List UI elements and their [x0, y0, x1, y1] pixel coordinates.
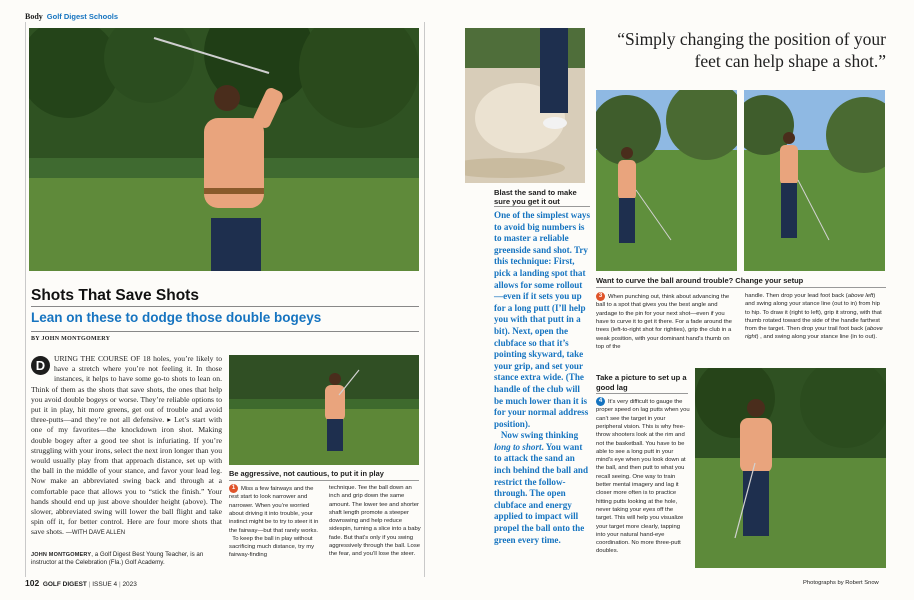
article-headline: Shots That Save Shots: [31, 287, 199, 304]
article-body: [31, 354, 222, 539]
sand-photo: [465, 28, 585, 183]
footer-folio: 102 GOLF DIGEST | ISSUE 4 | 2023: [25, 578, 137, 588]
tip3-col1: [596, 292, 739, 351]
tip3-col2-c: ) , and swing along your stance line (in to out).: [756, 334, 877, 341]
tip1-heading: Be aggressive, not cautious, to put it in play: [229, 469, 384, 478]
tip1-col2: [329, 484, 421, 559]
tip2-body2-emph: long to short: [494, 441, 542, 452]
bio-name: JOHN MONTGOMERY: [31, 552, 92, 558]
tip3-col2: [745, 292, 886, 342]
issue-label: ISSUE 4: [92, 581, 118, 588]
pull-quote: “Simply changing the position of your feet can help shape a shot.”: [617, 29, 886, 71]
tip4-body: [596, 397, 690, 556]
tip3-col2-b-emph: above right: [745, 326, 883, 341]
tip4-rule: [596, 393, 688, 394]
body-text: URING THE COURSE OF 18 holes, you’re likely to have a stretch where you’re not feeling it. In those instances, it helps to have some go-to shots to lean on. Think of them as the shots that save shots, the ones that help you avoid double bogeys or worse. They’re reliable options to put it in play, hit more greens, get out of trouble and avoid three-putts—and they’re not all defensive. ▸ Let’s start with one of my favorites—the knockdown iron shot. Making double bogey after a good tee shot is infuriating. If you’re struggling with your irons, select the next iron longer than you would usually play from that approach distance, set up with the ball in the middle of your stance, and favor your lead leg. Now make an abbreviated swing back and through at a comfortable pace that allows you to “stick the finish.” Your hands should end up just above shoulder height (above). The slower, abbreviated swing will lower the ball flight and take spin off it, for better control. Here are four more shots that save shots.: [31, 354, 222, 537]
folio-header: [25, 12, 118, 21]
tip1-col1-text: Miss a few fairways and the rest start to look narrower and narrower. When you’re worried about driving it into trouble, your instinct might be to try to steer it in the fairway—but that rarely works.: [229, 486, 319, 534]
tip2-body: [494, 210, 591, 546]
with-credit: —WITH DAVE ALLEN: [65, 530, 126, 537]
hero-photo: [29, 28, 419, 271]
page-number: 102: [25, 578, 40, 588]
tip3-heading: Want to curve the ball around trouble? Change your setup: [596, 276, 804, 285]
magazine-name: GOLF DIGEST: [42, 581, 87, 588]
tip2-rule: [494, 206, 590, 207]
tip4-photo: [695, 368, 886, 568]
tip3-col1-text: When punching out, think about advancing the ball to a spot that gives you the best angle and yardage to the pin for your next shot—even if you have to curve it to get it there. For a fade around the trees (left-to-right shot for righties), grip the club in a weak position, with your dominant hand’s thumb on top of the: [596, 294, 732, 350]
tip3-col2-a-emph: above left: [847, 293, 874, 299]
bio-text: , a Golf Digest Best Young Teacher, is an instructor at the Celebration (Fla.) Golf Academy.: [31, 551, 204, 567]
tip3-col2-a: handle. Then drop your lead foot back (: [745, 293, 848, 299]
tip3-rule: [596, 287, 886, 288]
tip3-number: 3: [596, 292, 605, 301]
tip1-number: 1: [229, 484, 238, 493]
dek-rule: [31, 331, 419, 332]
author-bio: [31, 551, 222, 568]
subsection-label: Golf Digest Schools: [46, 12, 119, 21]
tip2-body2-suffix: . You want to attack the sand an inch behind the ball and restrict the follow-through. The open clubface and energy applied to impact will propel the ball onto the green every time.: [494, 441, 589, 545]
tip2-body2-prefix: Now swing thinking: [500, 430, 579, 441]
headline-rule: [31, 306, 419, 307]
tip3-photo-right: [744, 90, 885, 271]
tip3-col2-b: ) and swing along your stance line (out to in) from hip to hip. To draw it (right to left), grip it strong, with that thumb rotated toward the side of the handle farthest from the target. Then drop your trail foot back (: [745, 293, 882, 333]
tip1-photo: [229, 355, 419, 465]
tip1-rule: [229, 480, 419, 481]
tip1-col2-text: technique. Tee the ball down an inch and grip down the same amount. The lower tee and shorter shaft length promote a steeper downswing and help reduce sidespin, turning a slice into a baby fade. But that’s only if you swing aggressively through the ball. Lose the fear, and you’ll lose the steer.: [329, 485, 421, 558]
dropcap: D: [31, 356, 50, 375]
tip1-col1b-text: To keep the ball in play without sacrificing much distance, try my fairway-finding: [229, 535, 315, 559]
tip1-col1: [229, 484, 321, 560]
tip4-heading: Take a picture to set up a good lag: [596, 373, 687, 392]
tip3-photo-left: [596, 90, 737, 271]
photo-credit: Photographs by Robert Snow: [803, 580, 879, 586]
tip2-body1: One of the simplest ways to avoid big numbers is to master a reliable greenside sand shot. Try this technique: First, pick a landing spot that allows for some rollout—even if it sets you up for a long putt (I’ll help you with that putt in a bit). Next, open the clubface so that it’s pointing skyward, take your grip, and set your stance extra wide. (The handle of the club will be much lower than it is for your normal address position).: [494, 210, 590, 429]
tip2-heading: Blast the sand to make sure you get it out: [494, 188, 577, 206]
tip4-body-text: It’s very difficult to gauge the proper speed on lag putts when you can’t see the target in your peripheral vision. This is why free-throw shooters look at the rim and not the basketball. You have to be able to see a long putt in your mind’s eye when you look down at the ball, and then putt to what you recall seeing. One way to train better mental imagery and lag it closer more often is to practice hitting putts looking at the hole, never taking your eyes off the target. This will help you visualize your target more clearly, tapping into your natural hand-eye coordination. No more three-putt doubles.: [596, 399, 690, 555]
issue-year: 2023: [122, 581, 137, 588]
byline: BY JOHN MONTGOMERY: [31, 336, 111, 342]
section-label: Body: [25, 12, 43, 21]
tip4-number: 4: [596, 397, 605, 406]
article-dek: Lean on these to dodge those double bogeys: [31, 310, 322, 325]
